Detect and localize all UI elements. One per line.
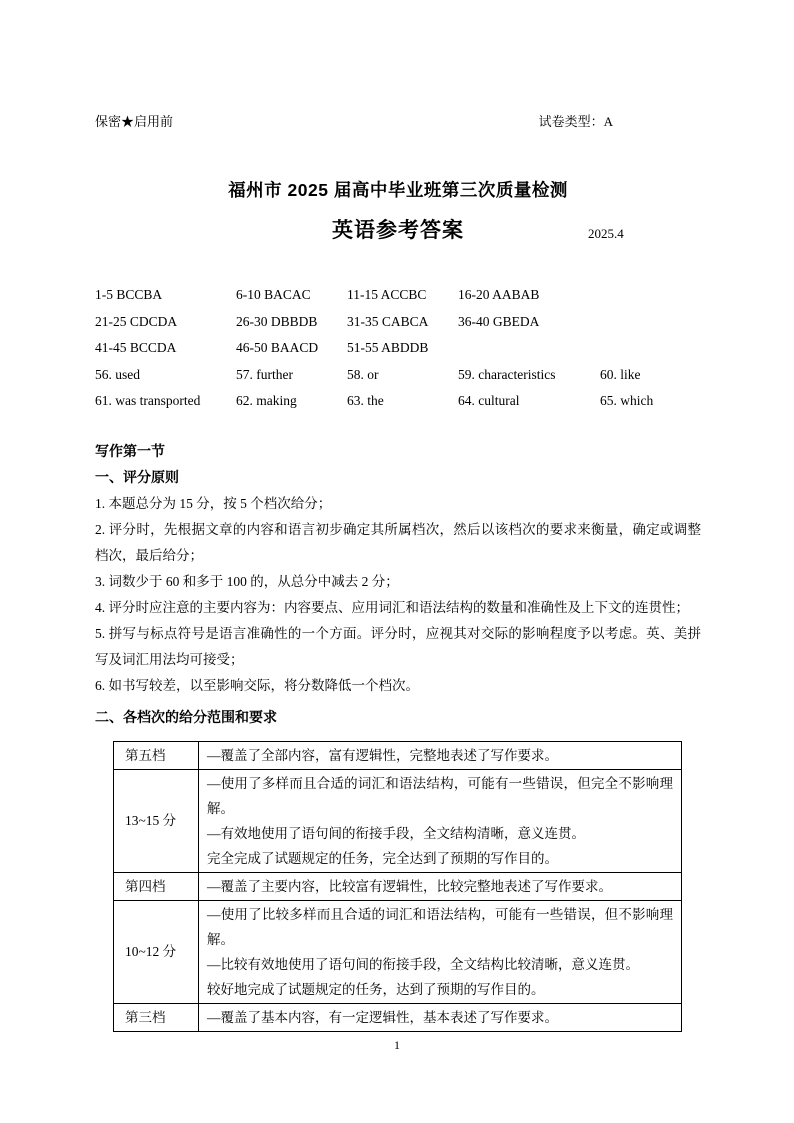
document-subtitle: 英语参考答案 — [332, 219, 464, 242]
band-row — [114, 900, 682, 1003]
band-criterion: 完全完成了试题规定的任务，完全达到了预期的写作目的。 — [207, 850, 558, 866]
page-header — [95, 0, 701, 131]
band-text-cell — [199, 872, 682, 900]
answer-cell: 63. the — [347, 393, 384, 408]
band-row — [114, 1003, 682, 1031]
band-text-cell — [199, 1003, 682, 1031]
answer-cell: 36-40 GBEDA — [458, 313, 540, 329]
band-label-cell: 第五档 — [114, 741, 199, 769]
answer-cell: 62. making — [236, 393, 297, 408]
answer-cell: 26-30 DBBDB — [236, 313, 318, 329]
scoring-principles-list — [95, 491, 701, 699]
principle-item: 6. 如书写较差，以至影响交际，将分数降低一个档次。 — [95, 677, 419, 693]
band-row — [114, 741, 682, 769]
answer-cell: 58. or — [347, 366, 379, 382]
bands-heading: 二、各档次的给分范围和要求 — [95, 708, 277, 725]
band-criterion: —使用了多样而且合适的词汇和语法结构，可能有一些错误，但完全不影响理解。 — [207, 775, 673, 816]
principle-item: 3. 词数少于 60 和多于 100 的，从总分中减去 2 分； — [95, 573, 399, 589]
page-number: 1 — [394, 1038, 400, 1052]
band-row — [114, 872, 682, 900]
principles-heading: 一、评分原则 — [95, 468, 179, 485]
band-text-cell — [199, 900, 682, 1003]
answer-key-block — [95, 282, 701, 415]
score-bands-table — [113, 741, 682, 1032]
band-label-cell: 10~12 分 — [114, 900, 199, 1003]
answer-row — [95, 388, 701, 415]
answer-row — [95, 362, 701, 389]
answer-cell: 41-45 BCCDA — [95, 340, 177, 355]
answer-row — [95, 335, 701, 362]
answer-cell — [600, 309, 701, 336]
answer-cell: 11-15 ACCBC — [347, 287, 427, 302]
writing-section-title: 写作第一节 — [95, 442, 165, 459]
answer-cell: 6-10 BACAC — [236, 287, 311, 302]
band-criterion: 较好地完成了试题规定的任务，达到了预期的写作目的。 — [207, 981, 545, 997]
subtitle-row — [95, 214, 701, 244]
answer-cell: 56. used — [95, 366, 140, 382]
band-criterion: —覆盖了全部内容，富有逻辑性，完整地表述了写作要求。 — [207, 747, 558, 763]
paper-type: 试卷类型：A — [538, 114, 613, 129]
answer-cell: 65. which — [600, 393, 654, 408]
answer-cell: 1-5 BCCBA — [95, 287, 163, 302]
answer-cell: 46-50 BAACD — [236, 340, 319, 355]
band-criterion: —比较有效地使用了语句间的衔接手段，全文结构比较清晰，意义连贯。 — [207, 956, 639, 972]
band-text-cell — [199, 741, 682, 769]
principle-item: 2. 评分时，先根据文章的内容和语言初步确定其所属档次，然后以该档次的要求来衡量，确定或调整档次，最后给分； — [95, 521, 701, 563]
principle-item: 4. 评分时应注意的主要内容为：内容要点、应用词汇和语法结构的数量和准确性及上下文的连贯性； — [95, 599, 689, 615]
principle-item: 1. 本题总分为 15 分，按 5 个档次给分； — [95, 495, 332, 511]
band-text-cell — [199, 769, 682, 872]
answer-cell — [458, 335, 600, 362]
answer-cell: 57. further — [236, 366, 293, 382]
answer-cell: 31-35 CABCA — [347, 313, 429, 329]
band-criterion: —覆盖了主要内容，比较富有逻辑性，比较完整地表述了写作要求。 — [207, 878, 612, 894]
band-criterion: —使用了比较多样而且合适的词汇和语法结构，可能有一些错误，但不影响理解。 — [207, 906, 673, 947]
band-criterion: —有效地使用了语句间的衔接手段，全文结构清晰，意义连贯。 — [207, 825, 585, 841]
band-label-cell: 第三档 — [114, 1003, 199, 1031]
principle-item: 5. 拼写与标点符号是语言准确性的一个方面。评分时，应视其对交际的影响程度予以考虑。英、美拼写及词汇用法均可接受； — [95, 625, 701, 667]
answer-cell: 16-20 AABAB — [458, 287, 540, 302]
answer-cell: 21-25 CDCDA — [95, 313, 178, 329]
answer-cell: 59. characteristics — [458, 366, 556, 382]
exam-date: 2025.4 — [588, 226, 624, 241]
band-row — [114, 769, 682, 872]
answer-cell: 64. cultural — [458, 393, 520, 408]
answer-cell: 60. like — [600, 366, 641, 382]
band-label-cell: 13~15 分 — [114, 769, 199, 872]
document-title: 福州市 2025 届高中毕业班第三次质量检测 — [228, 180, 568, 200]
answer-cell — [600, 282, 701, 309]
band-label-cell: 第四档 — [114, 872, 199, 900]
answer-row — [95, 282, 701, 309]
answer-cell: 61. was transported — [95, 393, 201, 408]
answer-cell: 51-55 ABDDB — [347, 340, 429, 355]
answer-cell — [600, 335, 701, 362]
confidential-notice: 保密★启用前 — [95, 114, 174, 129]
answer-row — [95, 309, 701, 336]
page-content — [95, 0, 701, 1032]
band-criterion: —覆盖了基本内容，有一定逻辑性，基本表述了写作要求。 — [207, 1009, 558, 1025]
